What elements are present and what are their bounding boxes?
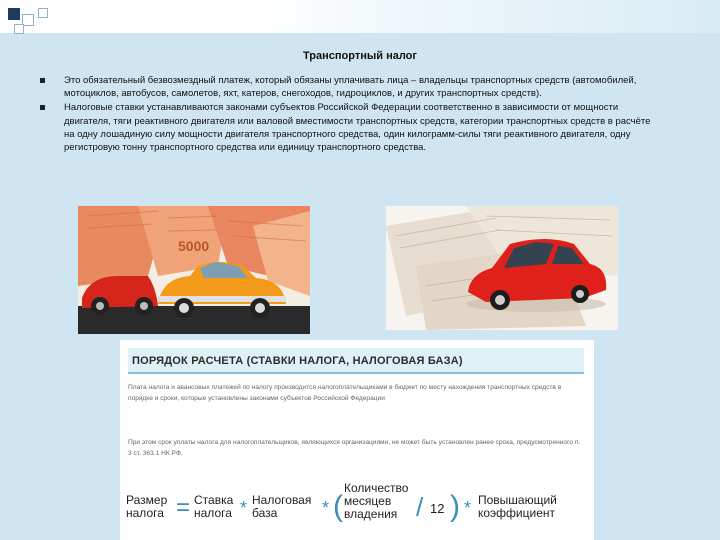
bullet-list [40,74,660,155]
panel-paragraph: При этом срок уплаты налога для налогоплательщиков, являющихся организациями, не может быть установлен ранее срока, предусмотренного п. 3 ст. 363.1 НК РФ. [128,439,581,457]
formula-multiply: * [464,498,472,518]
bullet-marker-icon [40,105,45,110]
formula-equals: = [176,494,191,521]
formula-close-paren: ) [450,490,460,523]
formula-multiply: * [322,498,330,518]
formula-open-paren: ( [333,490,343,523]
top-banner [0,0,720,33]
panel-paragraph: Плата налога и авансовых платежей по налогу производится налогоплательщиками в бюджет по месту нахождения транспортных средств в порядке и сроки, которые установлены законами субъектов Российской Федерации [128,384,562,402]
formula-term-tax-rate: Ставка налога [194,493,234,520]
decor-square-dark [8,8,20,20]
slide-title: Транспортный налог [303,50,417,62]
bullet-item [40,101,660,154]
svg-text:5000: 5000 [178,238,210,254]
formula-divisor: 12 [430,501,445,516]
cars-on-banknotes-photo [78,206,310,334]
bullet-item [40,74,660,100]
decor-square-white [14,24,24,34]
formula-term-tax-amount: Размер налога [126,493,168,520]
panel-heading: ПОРЯДОК РАСЧЕТА (СТАВКИ НАЛОГА, НАЛОГОВАЯ БАЗА) [128,348,584,374]
formula-divide: / [416,492,424,522]
formula-term-tax-base: Налоговая база [252,493,312,520]
formula-term-months-owned: Количество месяцев владения [344,481,409,521]
bullet-text: Это обязательный безвозмездный платеж, который обязаны уплачивать лица – владельцы транспортных средств (автомобилей, мотоциклов, автобусов, самолетов, яхт, катеров, снегоходов, гидроциклов, и других транспортных средств). [64,75,637,100]
formula-multiply: * [240,498,248,518]
red-car-on-banknotes-photo [386,206,618,330]
tax-formula [126,480,590,538]
bullet-marker-icon [40,78,45,83]
calculation-order-panel [120,340,594,540]
formula-term-increasing-coefficient: Повышающий коэффициент [478,493,557,520]
decor-square-white [38,8,48,18]
bullet-text: Налоговые ставки устанавливаются законами субъектов Российской Федерации соответственно в зависимости от мощности двигателя, тяги реактивного двигателя или валовой вместимости транспортных средств, категории транспортных средств в расчёте на одну лошадиную силу мощности двигателя транспортного средства, один килограмм-силы тяги реактивного двигателя, одну регистровую тонну транспортного средства или единицу транспортного средства. [64,102,651,154]
